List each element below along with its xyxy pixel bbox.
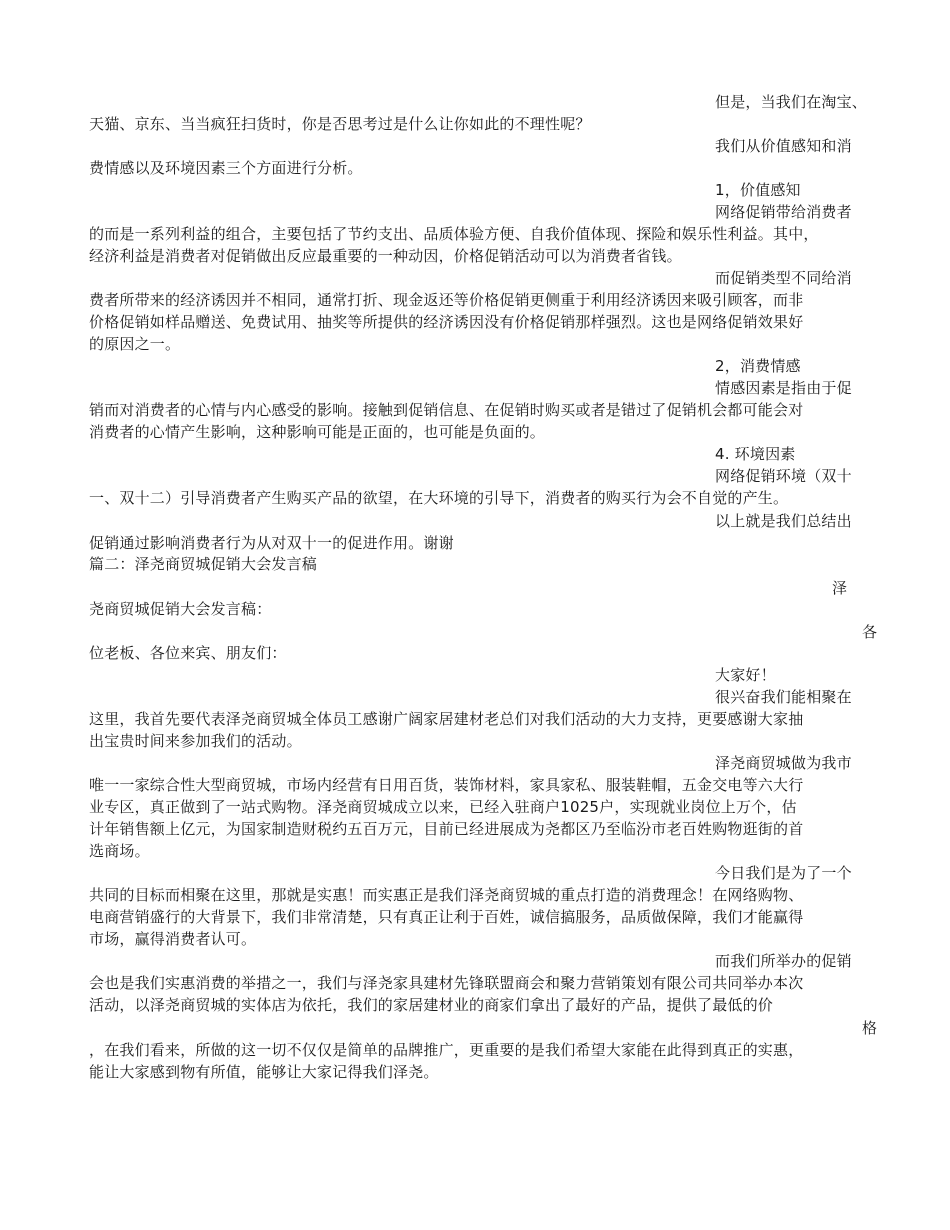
text-line: 市场，赢得消费者认可。	[89, 930, 257, 948]
text-line: 泽	[832, 579, 848, 597]
text-line: 大家好！	[715, 666, 776, 684]
text-line: 出宝贵时间来参加我们的活动。	[89, 732, 302, 750]
text-line: 费者所带来的经济诱因并不相同，通常打折、现金返还等价格促销更侧重于利用经济诱因来吸引顾客，而非	[89, 291, 804, 309]
text-line: 一、双十二）引导消费者产生购买产品的欲望，在大环境的引导下，消费者的购买行为会不自觉的产生。	[89, 489, 789, 507]
text-line: 天猫、京东、当当疯狂扫货时，你是否思考过是什么让你如此的不理性呢？	[89, 115, 591, 133]
text-line: 价格促销如样品赠送、免费试用、抽奖等所提供的经济诱因没有价格促销那样强烈。这也是网络促销效果好	[89, 313, 804, 331]
text-line: 而促销类型不同给消	[715, 269, 852, 287]
text-line: 以上就是我们总结出	[715, 512, 852, 530]
text-line: 经济利益是消费者对促销做出反应最重要的一种动因，价格促销活动可以为消费者省钱。	[89, 247, 682, 265]
text-line: 电商营销盛行的大背景下，我们非常清楚，只有真正让利于百姓，诚信搞服务，品质做保障，我们才能赢得	[89, 908, 804, 926]
text-line: 这里，我首先要代表泽尧商贸城全体员工感谢广阔家居建材老总们对我们活动的大力支持，更要感谢大家抽	[89, 710, 804, 728]
text-line: 销而对消费者的心情与内心感受的影响。接触到促销信息、在促销时购买或者是错过了促销机会都可能会对	[89, 401, 804, 419]
text-line: 唯一一家综合性大型商贸城，市场内经营有日用百货，装饰材料，家具家私、服装鞋帽，五金交电等六大行	[89, 776, 804, 794]
text-line: 会也是我们实惠消费的举措之一，我们与泽尧家具建材先锋联盟商会和聚力营销策划有限公司共同举办本次	[89, 974, 804, 992]
text-line: 消费者的心情产生影响，这种影响可能是正面的，也可能是负面的。	[89, 423, 546, 441]
text-line: 很兴奋我们能相聚在	[715, 688, 852, 706]
text-line: 的而是一系列利益的组合，主要包括了节约支出、品质体验方便、自我价值体现、探险和娱乐性利益。其中，	[89, 225, 819, 243]
text-line: 活动，以泽尧商贸城的实体店为依托，我们的家居建材业的商家们拿出了最好的产品，提供了最低的价	[89, 996, 774, 1014]
text-line: 各	[862, 623, 878, 641]
text-line: 费情感以及环境因素三个方面进行分析。	[89, 159, 363, 177]
text-line: 能让大家感到物有所值，能够让大家记得我们泽尧。	[89, 1063, 439, 1081]
article-heading: 篇二：泽尧商贸城促销大会发言稿	[89, 555, 318, 573]
text-line: 网络促销环境（双十	[715, 467, 852, 485]
text-line: 而我们所举办的促销	[715, 952, 852, 970]
text-line: ，在我们看来，所做的这一切不仅仅是简单的品牌推广，更重要的是我们希望大家能在此得到真正的实惠，	[89, 1041, 804, 1059]
section-heading: 1，价值感知	[715, 181, 801, 199]
text-line: 泽尧商贸城做为我市	[715, 754, 852, 772]
text-line: 计年销售额上亿元，为国家制造财税约五百万元，目前已经进展成为尧都区乃至临汾市老百姓购物逛街的首	[89, 820, 804, 838]
section-heading: 4. 环境因素	[715, 445, 796, 463]
text-line: 位老板、各位来宾、朋友们：	[89, 644, 287, 662]
text-line: 今日我们是为了一个	[715, 864, 852, 882]
text-line: 我们从价值感知和消	[715, 137, 852, 155]
text-line: 的原因之一。	[89, 335, 181, 353]
text-line: 情感因素是指由于促	[715, 379, 852, 397]
text-line: 促销通过影响消费者行为从对双十一的促进作用。谢谢	[89, 534, 454, 552]
text-line: 共同的目标而相聚在这里，那就是实惠！而实惠正是我们泽尧商贸城的重点打造的消费理念！在网络购物、	[89, 886, 804, 904]
section-heading: 2，消费情感	[715, 357, 801, 375]
text-line: 网络促销带给消费者	[715, 203, 852, 221]
text-line: 业专区，真正做到了一站式购物。泽尧商贸城成立以来，已经入驻商户1025户，实现就业岗位上万个，估	[89, 798, 797, 816]
text-line: 尧商贸城促销大会发言稿：	[89, 600, 272, 618]
text-line: 但是，当我们在淘宝、	[715, 93, 868, 111]
text-line: 格	[862, 1019, 878, 1037]
text-line: 选商场。	[89, 842, 150, 860]
